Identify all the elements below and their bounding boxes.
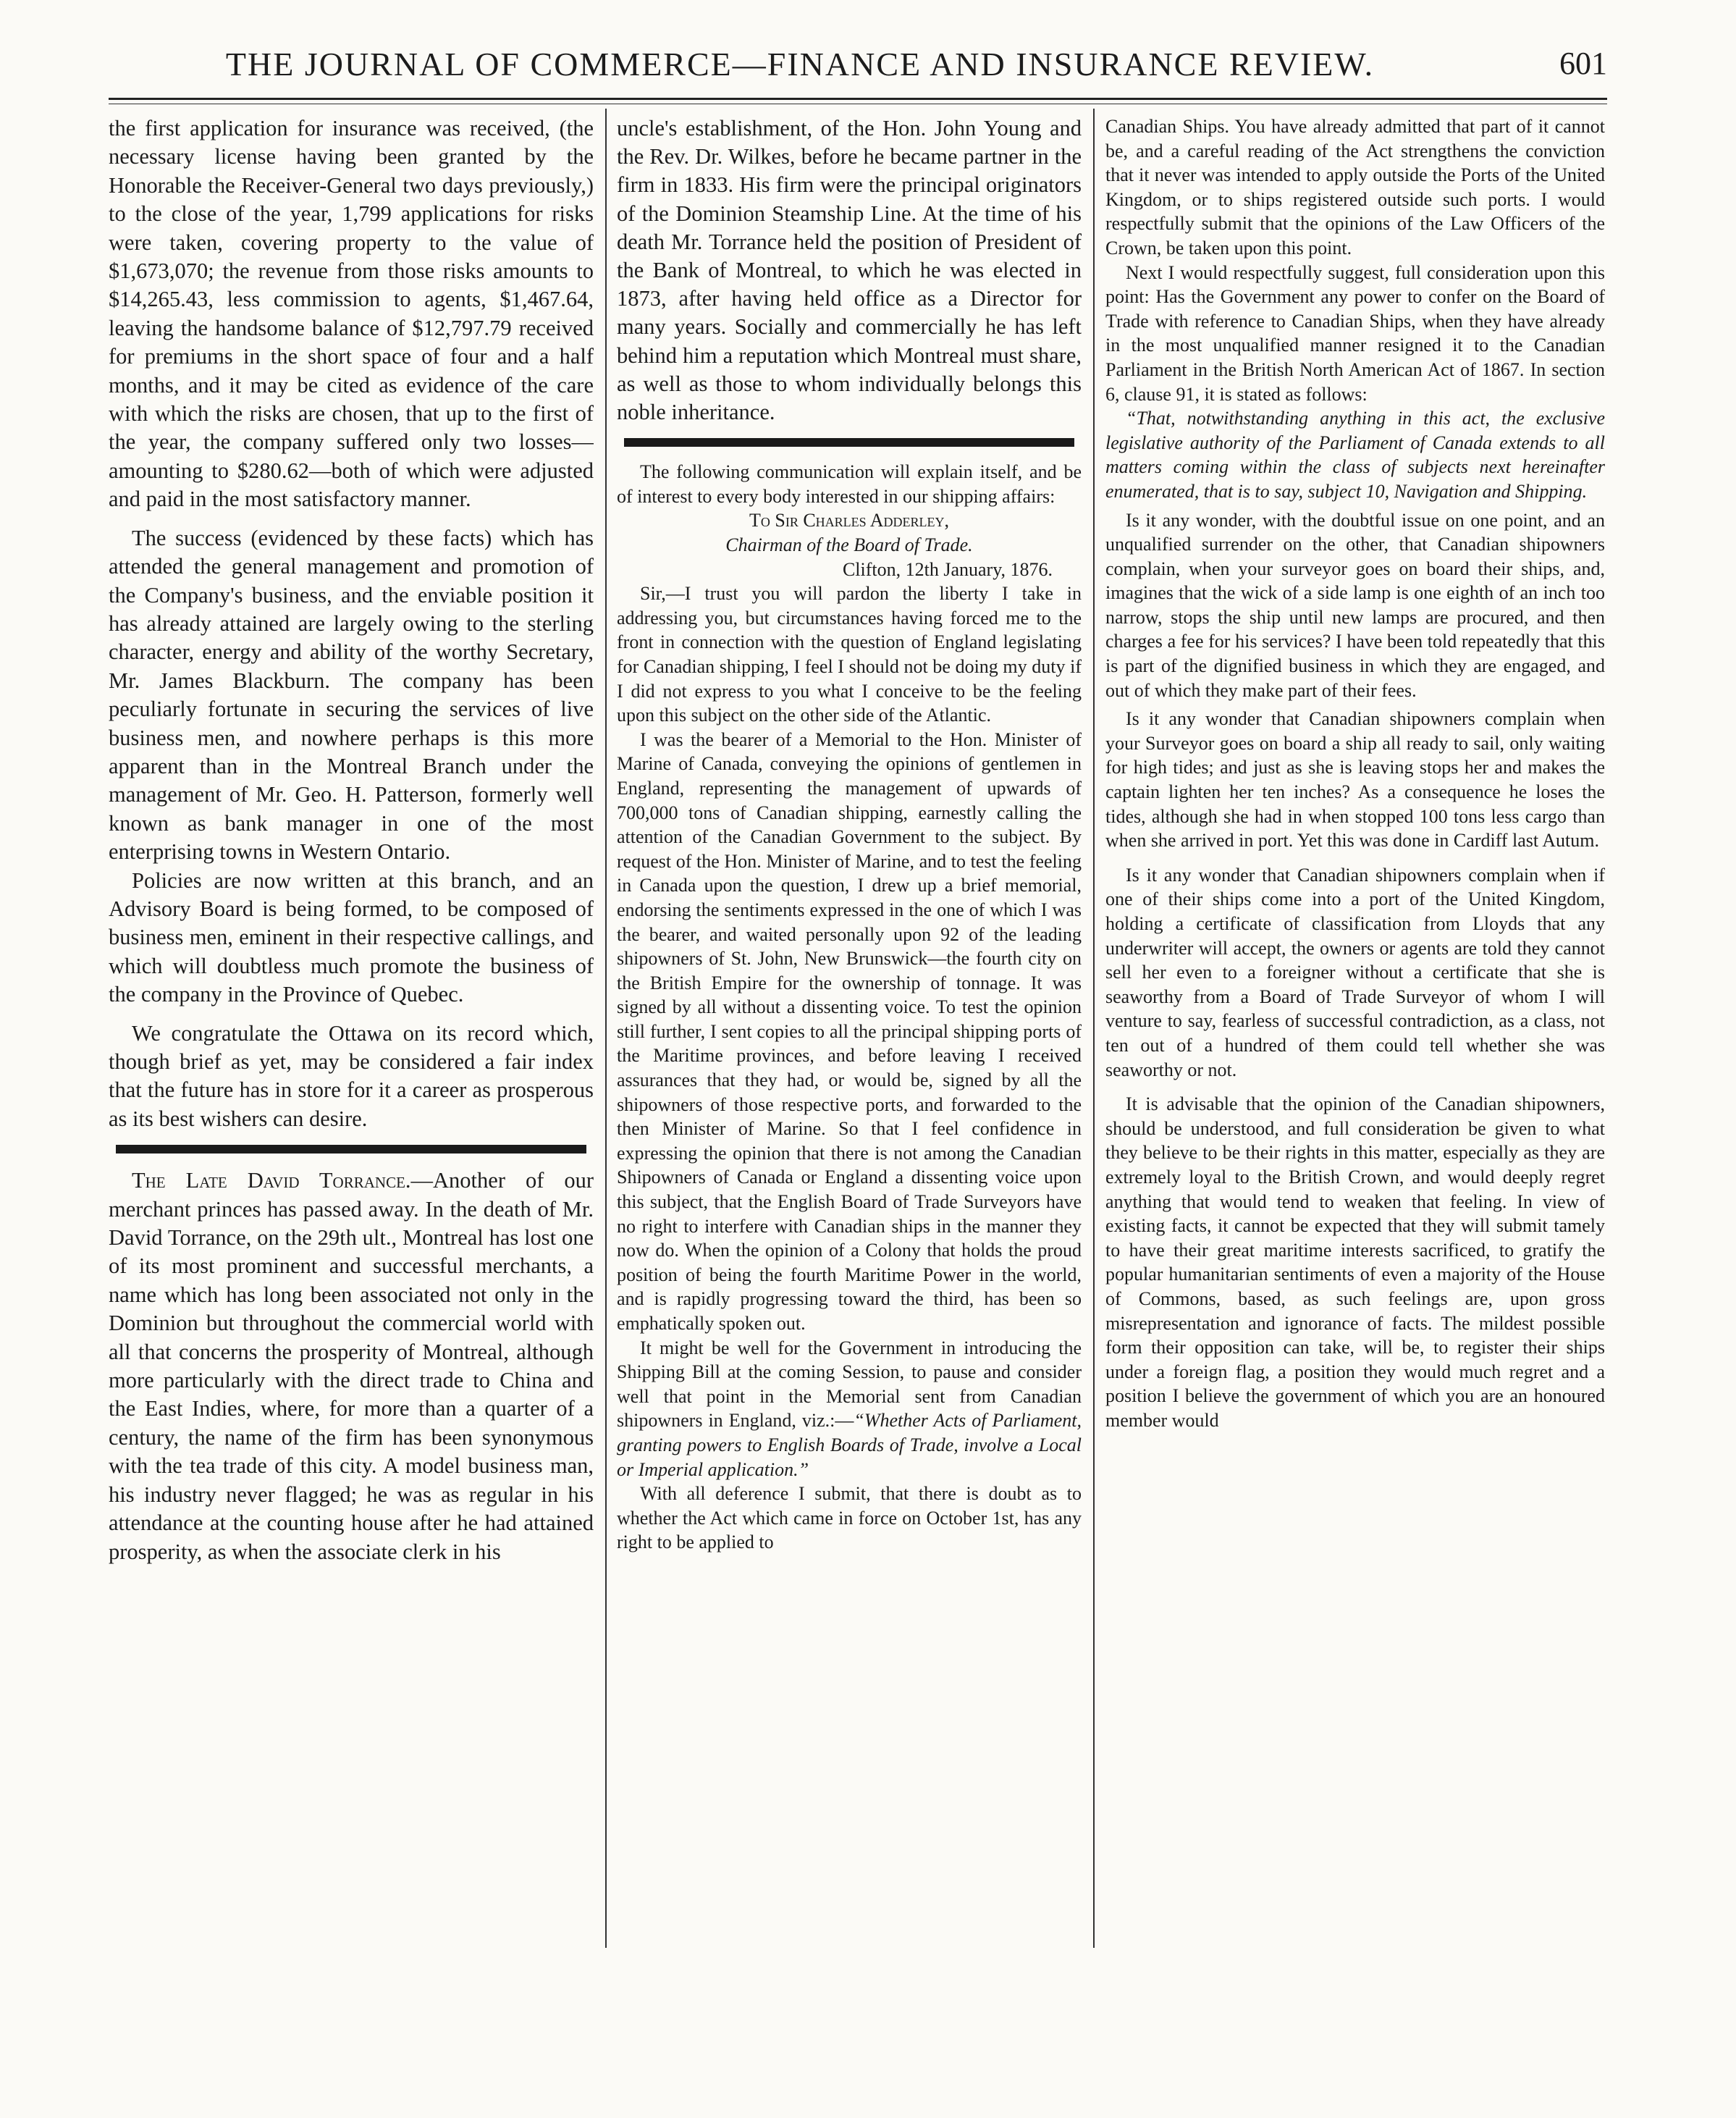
- column-3: [1105, 114, 1605, 1962]
- letter-dateline: Clifton, 12th January, 1876.: [842, 558, 1053, 580]
- letter-paragraph: [617, 1336, 1082, 1482]
- letter-paragraph: Is it any wonder that Canadian shipowners complain when if one of their ships come into a port of the United Kingdom, holding a certificate of classification from Lloyds that any underwriter will accept, the owners or agents are told they cannot sell her even to a foreigner without a certificate that she is seaworthy from a Board of Trade Surveyor of whom I will venture to say, fearless of successful contradiction, as a class, not ten out of a hundred of them could tell whether she was seaworthy or not.: [1105, 864, 1605, 1080]
- paragraph: We congratulate the Ottawa on its record which, though brief as yet, may be considered a fair index that the future has in store for it a career as prosperous as its best wishers can desire.: [109, 1020, 594, 1131]
- journal-title: THE JOURNAL OF COMMERCE—FINANCE AND INSURANCE REVIEW.: [225, 46, 1375, 83]
- section-divider: [624, 438, 1074, 447]
- section-divider: [116, 1145, 586, 1153]
- page-number: 601: [1559, 46, 1607, 81]
- letter-paragraph: Next I would respectfully suggest, full consideration upon this point: Has the Government any power to confer on the Board of Trade with reference to Canadian Ships, when they have already in the most unqualified manner resigned it to the Canadian Parliament in the British North American Act of 1867. In section 6, clause 91, it is stated as follows:: [1105, 261, 1605, 405]
- letter-paragraph: With all deference I submit, that there is doubt as to whether the Act which came in force on October 1st, has any right to be applied to: [617, 1483, 1082, 1553]
- column-rule-right: [1093, 109, 1095, 1948]
- letter-paragraph: Is it any wonder, with the doubtful issue on one point, and an unqualified surrender on the other, that Canadian shipowners complain, when your surveyor goes on board their ships, and, imagines that the wick of a side lamp is one eighth of an inch too narrow, stops the ship until new lamps are procured, and then charges a fee for his services? I have been told repeatedly that this is part of the dignified business in which they are engaged, and out of which they make part of their fees.: [1105, 509, 1605, 701]
- obituary-text: —Another of our merchant princes has passed away. In the death of Mr. David Torrance, on the 29th ult., Montreal has lost one of its most prominent and successful merchants, a name which has long been associated not only in the Dominion but throughout the commercial world with all that concerns the prosperity of Montreal, although more particularly with the direct trade to China and the East Indies, where, for more than a quarter of a century, the name of the firm has been synonymous with the tea trade of this city. A model business man, his industry never flagged; he was as regular in his attendance at the counting house after he had attained prosperity, as when the associate clerk in his: [109, 1168, 594, 1564]
- page-header: [109, 45, 1607, 96]
- letter-paragraph: Is it any wonder that Canadian shipowners complain when your Surveyor goes on board a ship all ready to sail, only waiting for high tides; and just as she is leaving stops her and makes the captain lighten her ten inches? As a consequence he loses the tides, although she had in when stopped 100 tons less cargo than when she arrived in port. Yet this was done in Cardiff last Autum.: [1105, 708, 1605, 852]
- paragraph: uncle's establishment, of the Hon. John Young and the Rev. Dr. Wilkes, before he became partner in the firm in 1833. His firm were the principal originators of the Dominion Steamship Line. At the time of his death Mr. Torrance held the position of President of the Bank of Montreal, to which he was elected in 1873, after having held office as a Director for many years. Socially and commercially he has left behind him a reputation which Montreal must share, as well as those to whom individually belongs this noble inheritance.: [617, 116, 1082, 425]
- column-rule-left: [605, 109, 607, 1948]
- letter-paragraph: Canadian Ships. You have already admitted that part of it cannot be, and a careful reading of the Act strengthens the conviction that it never was intended to apply outside the Ports of the United Kingdom, or to ships registered outside such ports. I would respectfully submit that the opinions of the Law Officers of the Crown, be taken upon this point.: [1105, 116, 1605, 259]
- letter-paragraph: Sir,—I trust you will pardon the liberty I take in addressing you, but circumstances having forced me to the front in connection with the question of England legislating for Canadian shipping, I feel I should not be doing my duty if I did not express to you what I conceive to be the feeling upon this subject on the other side of the Atlantic.: [617, 583, 1082, 726]
- letter-addressee-title: Chairman of the Board of Trade.: [725, 534, 973, 556]
- letter-intro: The following communication will explain itself, and be of interest to every body interested in our shipping affairs:: [617, 461, 1082, 507]
- letter-paragraph: It is advisable that the opinion of the Canadian shipowners, should be understood, and full consideration be given to what they believe to be their rights in this matter, especially as they are extremely loyal to the British Crown, and would deeply regret anything that would tend to weaken that feeling. In view of existing facts, it cannot be expected that they will submit tamely to have their great maritime interests sacrificed, to gratify the popular humanitarian sentiments of even a majority of the House of Commons, based, as such feelings are, upon gross misrepresentation and ignorance of facts. The mildest possible form their opposition can take, will be, to register their ships under a foreign flag, a position they would much regret and a position I believe the government of which you are an honoured member would: [1105, 1093, 1605, 1431]
- paragraph: Policies are now written at this branch, and an Advisory Board is being formed, to be composed of business men, eminent in their respective callings, and which will doubtless much promote the business of the company in the Province of Quebec.: [109, 867, 594, 1007]
- column-1: [109, 114, 594, 1962]
- letter-text: It might be well for the Government in introducing the Shipping Bill at the coming Session, to pause and consider well that point in the Memorial sent from Canadian shipowners in England, viz.:—: [617, 1337, 1082, 1432]
- obituary-heading: The Late David Torrance.: [132, 1168, 411, 1193]
- obituary-paragraph: [109, 1167, 594, 1566]
- letter-paragraph: I was the bearer of a Memorial to the Hon. Minister of Marine of Canada, conveying the opinions of gentlemen in England, representing the management of upwards of 700,000 tons of Canadian shipping, earnestly calling the attention of the Canadian Government to the subject. By request of the Hon. Minister of Marine, and to test the feeling in Canada upon the question, I drew up a brief memorial, endorsing the sentiments expressed in the one of which I was the bearer, and waited personally upon 92 of the leading shipowners of St. John, New Brunswick—the fourth city on the British Empire for the ownership of tonnage. It was signed by all without a dissenting voice. To test the opinion still further, I sent copies to all the principal shipping ports of the Maritime provinces, and before leaving I received assurances that they had, or would be, signed by all the shipowners of those respective ports, and forwarded to the then Minister of Marine. So that I feel confidence in expressing the opinion that there is not among the Canadian Shipowners of Canada or England a dissenting voice upon this subject, that the English Board of Trade Surveyors have no right to interfere with Canadian ships in the manner they now do. When the opinion of a Colony that holds the proud position of being the fourth Maritime Power in the world, and is rapidly progressing toward the third, has been so emphatically spoken out.: [617, 728, 1082, 1335]
- paragraph: the first application for insurance was received, (the necessary license having been granted by the Honorable the Receiver-General two days previously,) to the close of the year, 1,799 applications for risks were taken, covering property to the value of $1,673,070; the revenue from those risks amounts to $14,265.43, less commission to agents, $1,467.64, leaving the handsome balance of $12,797.79 received for premiums in the short space of four and a half months, and it may be cited as evidence of the care with which the risks are chosen, that up to the first of the year, the company suffered only two losses—amounting to $280.62—both of which were adjusted and paid in the most satisfactory manner.: [109, 116, 594, 512]
- letter-addressee: To Sir Charles Adderley,: [749, 510, 950, 531]
- paragraph: The success (evidenced by these facts) which has attended the general management and promotion of the Company's business, and the enviable position it has already attained are largely owing to the sterling character, energy and ability of the worthy Secretary, Mr. James Blackburn. The company has been peculiarly fortunate in securing the services of live business men, and nowhere perhaps is this more apparent than in the Montreal Branch under the management of Mr. Geo. H. Patterson, formerly well known as bank manager in one of the most enterprising towns in Western Ontario.: [109, 525, 594, 865]
- column-2: [617, 114, 1082, 1962]
- header-rule: [109, 98, 1607, 100]
- statute-quote: “That, notwithstanding anything in this act, the exclusive legislative authority of the Parliament of Canada extends to all matters coming within the class of subjects next hereinafter enumerated, that is to say, subject 10, Navigation and Shipping.: [1105, 408, 1605, 502]
- letter-quote: “Whether Acts of Parliament, granting powers to English Boards of Trade, involve a Local or Imperial application.”: [617, 1410, 1082, 1480]
